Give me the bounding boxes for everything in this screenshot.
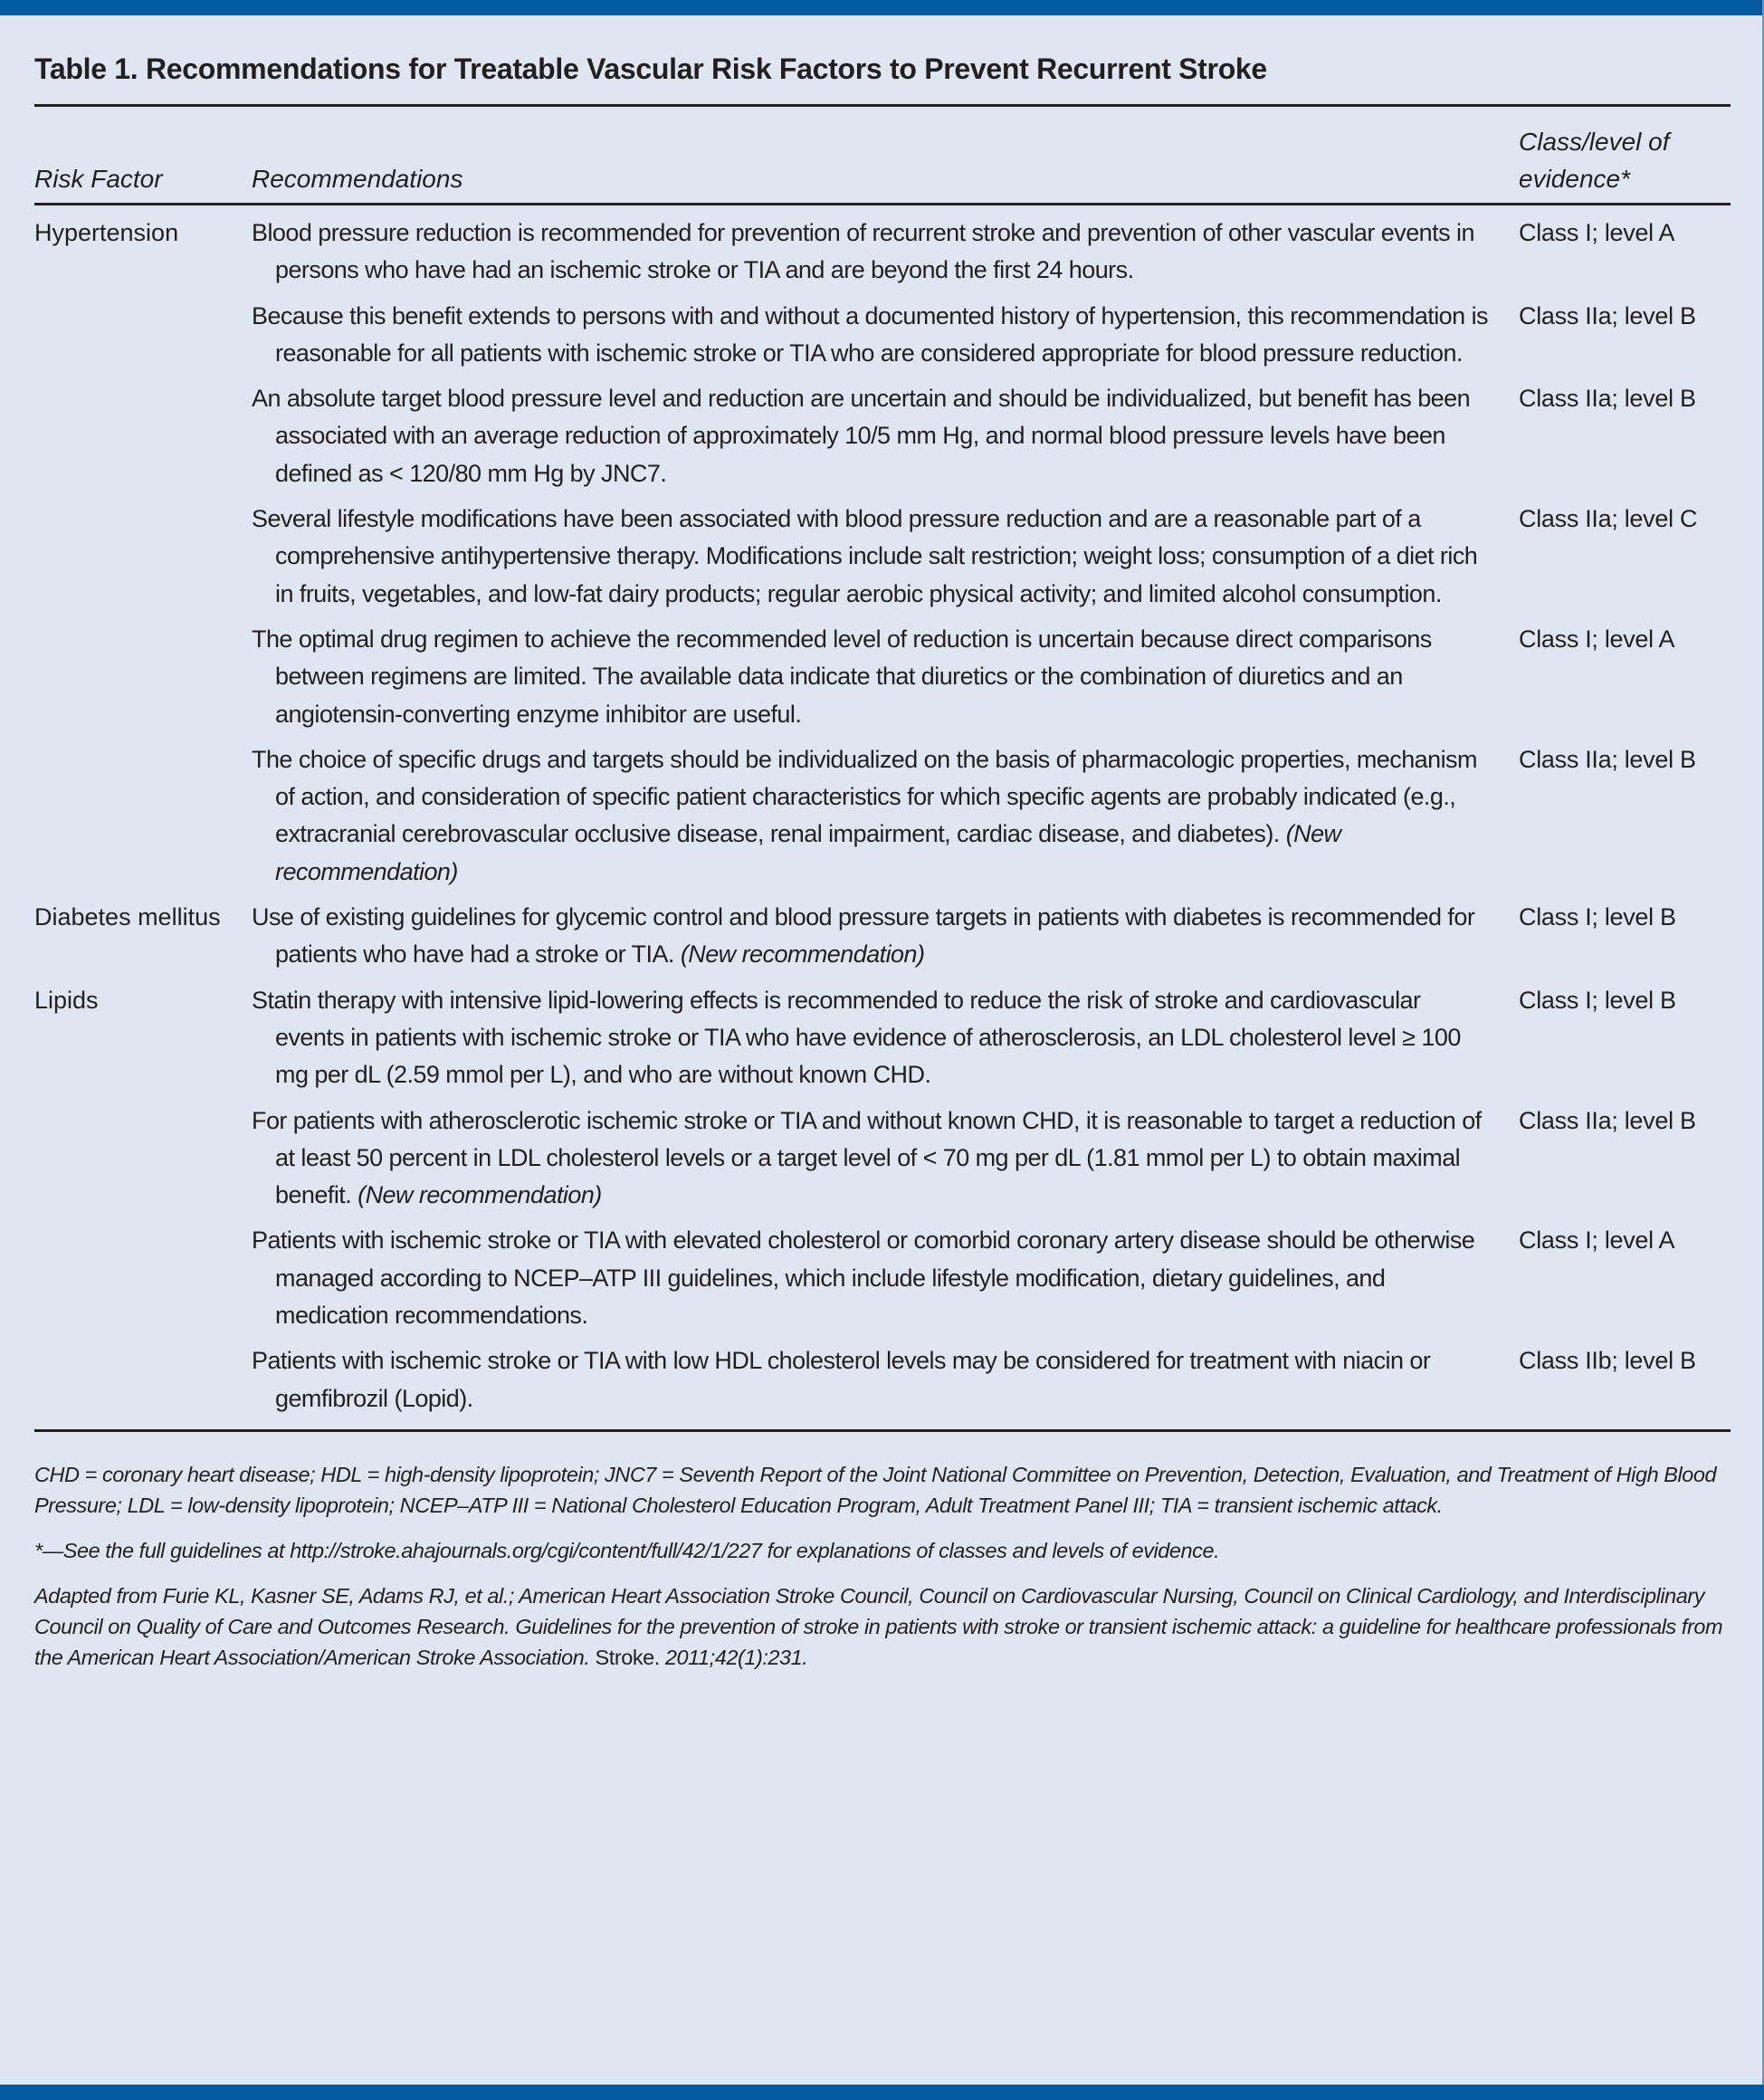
- table-bottom-rule: [34, 1429, 1731, 1432]
- recommendation-body: Patients with ischemic stroke or TIA with elevated cholesterol or comorbid coronary artery disease should be otherwise managed according to NCEP–ATP III guidelines, which include lifestyle modification, dietary guidelines, and medication recommendations.: [252, 1227, 1475, 1330]
- table-row: [34, 205, 1731, 298]
- recommendation-body: Blood pressure reduction is recommended for prevention of recurrent stroke and prevention of other vascular events in persons who have had an ischemic stroke or TIA and are beyond the first 24 hours.: [252, 219, 1474, 284]
- recommendation-text: [252, 298, 1492, 373]
- recommendation-body: The choice of specific drugs and targets should be individualized on the basis of pharmacologic properties, mechanism of action, and consideration of specific patient characteristics for which specific agents are probably indicated (e.g., extracranial cerebrovascular occlusive disease, renal impairment, cardiac disease, and diabetes).: [252, 745, 1477, 848]
- table-row: [34, 380, 1731, 501]
- risk-factor: Diabetes mellitus: [34, 903, 221, 931]
- risk-factor-cell: [34, 298, 252, 381]
- table-row: [34, 741, 1731, 899]
- recommendation-body: Statin therapy with intensive lipid-lowering effects is recommended to reduce the risk of stroke and cardiovascular events in patients with ischemic stroke or TIA who have evidence of atherosclerosis, an LDL cholesterol level ≥ 100 mg per dL (2.59 mmol per L), and who are without known CHD.: [252, 986, 1461, 1089]
- recommendation-cell: [252, 501, 1519, 621]
- table-row: [34, 1102, 1731, 1223]
- recommendation-cell: [252, 899, 1519, 982]
- header-recommendations: Recommendations: [252, 165, 463, 193]
- recommendation-text: [252, 741, 1492, 891]
- recommendation-text: [252, 380, 1492, 492]
- recommendation-cell: [252, 298, 1519, 381]
- recommendation-body: Patients with ischemic stroke or TIA with low HDL cholesterol levels may be considered for treatment with niacin or gemfibrozil (Lopid).: [252, 1347, 1431, 1412]
- recommendation-body: Several lifestyle modifications have been associated with blood pressure reduction and are a reasonable part of a comprehensive antihypertensive therapy. Modifications include salt restriction; weight loss; consumption of a diet rich in fruits, vegetables, and low-fat dairy products; regular aerobic physical activity; and limited alcohol consumption.: [252, 505, 1478, 607]
- risk-factor-cell: [34, 501, 252, 621]
- risk-factor-cell: [34, 380, 252, 501]
- recommendation-cell: [252, 380, 1519, 501]
- top-banner-bar: [0, 0, 1764, 15]
- recommendation-text: [252, 899, 1492, 974]
- recommendation-text: [252, 1102, 1492, 1215]
- recommendation-cell: [252, 1342, 1519, 1426]
- recommendation-cell: [252, 205, 1519, 298]
- class-level-cell: Class I; level B: [1519, 986, 1676, 1014]
- table-row: [34, 621, 1731, 741]
- header-risk-factor: Risk Factor: [34, 165, 163, 193]
- risk-factor-cell: [34, 621, 252, 741]
- risk-factor-cell: [34, 982, 252, 1102]
- abbreviations-note: CHD = coronary heart disease; HDL = high-density lipoprotein; JNC7 = Seventh Report of the Joint National Committee on Prevention, Detection, Evaluation, and Treatment of High Blood Pressure; LDL = low-density lipoprotein; NCEP–ATP III = National Cholesterol Education Program, Adult Treatment Panel III; TIA = transient ischemic attack.: [34, 1462, 1717, 1517]
- risk-factor-cell: [34, 1222, 252, 1342]
- recommendation-body: For patients with atherosclerotic ischemic stroke or TIA and without known CHD, it is reasonable to target a reduction of at least 50 percent in LDL cholesterol levels or a target level of < 70 mg per dL (1.81 mmol per L) to obtain maximal benefit.: [252, 1106, 1482, 1209]
- risk-factor-cell: [34, 899, 252, 982]
- recommendations-table: [34, 107, 1731, 1426]
- recommendation-body: Because this benefit extends to persons with and without a documented history of hypertension, this recommendation is reasonable for all patients with ischemic stroke or TIA who are considered appropriate for blood pressure reduction.: [252, 301, 1488, 367]
- recommendation-text: [252, 621, 1492, 733]
- recommendation-body: An absolute target blood pressure level and reduction are uncertain and should be individualized, but benefit has been associated with an average reduction of approximately 10/5 mm Hg, and normal blood pressure levels have been defined as < 120/80 mm Hg by JNC7.: [252, 385, 1471, 487]
- bottom-banner-bar: [0, 2085, 1764, 2100]
- source-text: Adapted from Furie KL, Kasner SE, Adams RJ, et al.; American Heart Association Stroke Council, Council on Cardiovascular Nursing, Council on Clinical Cardiology, and Interdisciplinary Council on Quality of Care and Outcomes Research. Guidelines for the prevention of stroke in patients with stroke or transient ischemic attack: a guideline for healthcare professionals from the American Heart Association/American Stroke Association.: [34, 1583, 1723, 1669]
- risk-factor-cell: [34, 1342, 252, 1426]
- source-note: [34, 1580, 1731, 1673]
- table-row: [34, 1342, 1731, 1426]
- class-level-cell: Class IIb; level B: [1519, 1347, 1696, 1375]
- new-recommendation-note: (New recommendation): [275, 820, 1341, 885]
- class-level-cell: Class I; level B: [1519, 903, 1676, 931]
- table-container: [34, 15, 1731, 1673]
- class-level-cell: Class IIa; level B: [1519, 385, 1696, 413]
- class-level-cell: Class I; level A: [1519, 1227, 1675, 1255]
- risk-factor-cell: [34, 205, 252, 298]
- asterisk-note: *—See the full guidelines at http://stroke.ahajournals.org/cgi/content/full/42/1/227 for explanations of classes and levels of evidence.: [34, 1538, 1220, 1562]
- risk-factor-cell: [34, 1102, 252, 1223]
- recommendation-cell: [252, 982, 1519, 1102]
- recommendation-body: The optimal drug regimen to achieve the recommended level of reduction is uncertain because direct comparisons between regimens are limited. The available data indicate that diuretics or the combination of diuretics and an angiotensin-converting enzyme inhibitor are useful.: [252, 625, 1432, 728]
- table-row: [34, 1222, 1731, 1342]
- recommendation-cell: [252, 741, 1519, 899]
- recommendation-cell: [252, 621, 1519, 741]
- header-row: [34, 107, 1731, 203]
- recommendation-text: [252, 501, 1492, 613]
- recommendation-body: Use of existing guidelines for glycemic control and blood pressure targets in patients with diabetes is recommended for patients who have had a stroke or TIA.: [252, 903, 1475, 969]
- table-title: Table 1. Recommendations for Treatable Vascular Risk Factors to Prevent Recurrent Stroke: [34, 52, 1267, 85]
- recommendation-text: [252, 1222, 1492, 1334]
- recommendation-text: [252, 1342, 1492, 1418]
- table-row: [34, 298, 1731, 381]
- risk-factor-cell: [34, 741, 252, 899]
- recommendation-text: [252, 215, 1492, 290]
- table-row: [34, 501, 1731, 621]
- recommendation-cell: [252, 1102, 1519, 1223]
- recommendation-text: [252, 982, 1492, 1094]
- class-level-cell: Class IIa; level B: [1519, 745, 1696, 773]
- class-level-cell: Class I; level A: [1519, 625, 1675, 653]
- footnotes: [34, 1459, 1731, 1673]
- source-journal: Stroke.: [595, 1645, 660, 1669]
- class-level-cell: Class IIa; level C: [1519, 505, 1698, 533]
- new-recommendation-note: (New recommendation): [358, 1181, 602, 1209]
- risk-factor: Lipids: [34, 986, 99, 1014]
- new-recommendation-note: (New recommendation): [680, 940, 925, 969]
- source-citation: 2011;42(1):231.: [659, 1645, 808, 1669]
- class-level-cell: Class IIa; level B: [1519, 301, 1696, 329]
- table-row: [34, 899, 1731, 982]
- header-class-level: Class/level of evidence*: [1519, 128, 1670, 193]
- recommendation-cell: [252, 1222, 1519, 1342]
- table-row: [34, 982, 1731, 1102]
- class-level-cell: Class I; level A: [1519, 219, 1675, 246]
- risk-factor: Hypertension: [34, 219, 179, 246]
- class-level-cell: Class IIa; level B: [1519, 1106, 1696, 1134]
